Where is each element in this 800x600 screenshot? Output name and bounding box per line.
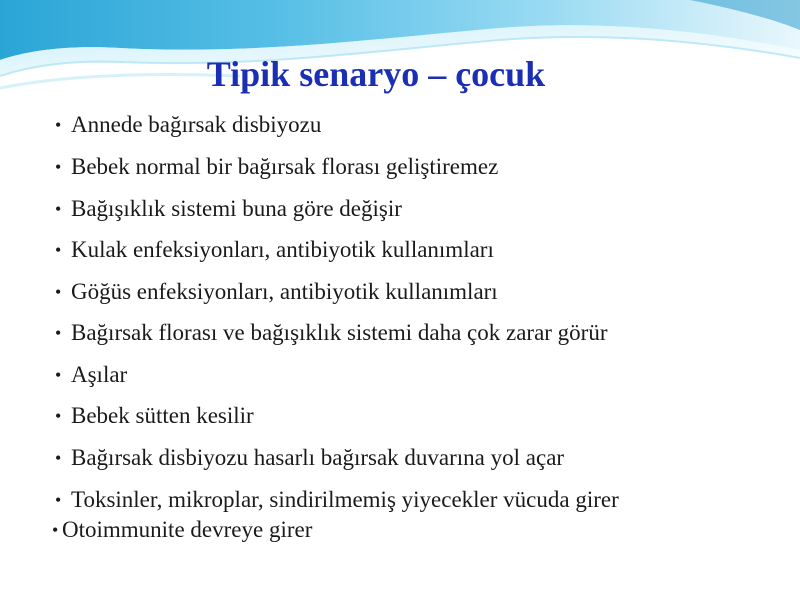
bullet-text: Bebek sütten kesilir xyxy=(71,403,254,428)
bullet-dot-icon: • xyxy=(52,520,59,540)
bullet-item xyxy=(55,110,321,140)
bullet-text: Göğüs enfeksiyonları, antibiyotik kullanımları xyxy=(71,279,498,304)
bullet-text: Annede bağırsak disbiyozu xyxy=(71,112,322,137)
bullet-item xyxy=(55,485,619,515)
bullet-item xyxy=(55,194,402,224)
bullet-text: Bağışıklık sistemi buna göre değişir xyxy=(71,196,402,221)
bullet-item xyxy=(52,515,312,545)
bullet-dot-icon: • xyxy=(55,115,62,135)
bullet-dot-icon: • xyxy=(55,365,62,385)
bullet-dot-icon: • xyxy=(55,240,62,260)
bullet-dot-icon: • xyxy=(55,490,62,510)
bullet-item xyxy=(55,235,494,265)
bullet-text: Bebek normal bir bağırsak florası geliştiremez xyxy=(71,154,499,179)
bullet-item xyxy=(55,277,498,307)
bullet-dot-icon: • xyxy=(55,323,62,343)
bullet-text: Otoimmunite devreye girer xyxy=(62,517,313,542)
bullet-text: Bağırsak florası ve bağışıklık sistemi daha çok zarar görür xyxy=(71,320,608,345)
bullet-text: Bağırsak disbiyozu hasarlı bağırsak duvarına yol açar xyxy=(71,445,565,470)
bullet-text: Kulak enfeksiyonları, antibiyotik kullanımları xyxy=(71,237,494,262)
bullet-text: Toksinler, mikroplar, sindirilmemiş yiyecekler vücuda girer xyxy=(71,487,619,512)
bullet-item xyxy=(55,152,498,182)
bullet-item xyxy=(55,360,127,390)
bullet-item xyxy=(55,443,564,473)
bullet-dot-icon: • xyxy=(55,448,62,468)
bullet-dot-icon: • xyxy=(55,157,62,177)
bullet-dot-icon: • xyxy=(55,406,62,426)
bullet-dot-icon: • xyxy=(55,199,62,219)
slide-title: Tipik senaryo – çocuk xyxy=(206,54,546,94)
bullet-item xyxy=(55,318,608,348)
bullet-dot-icon: • xyxy=(55,282,62,302)
bullet-text: Aşılar xyxy=(71,362,128,387)
bullet-item xyxy=(55,401,254,431)
